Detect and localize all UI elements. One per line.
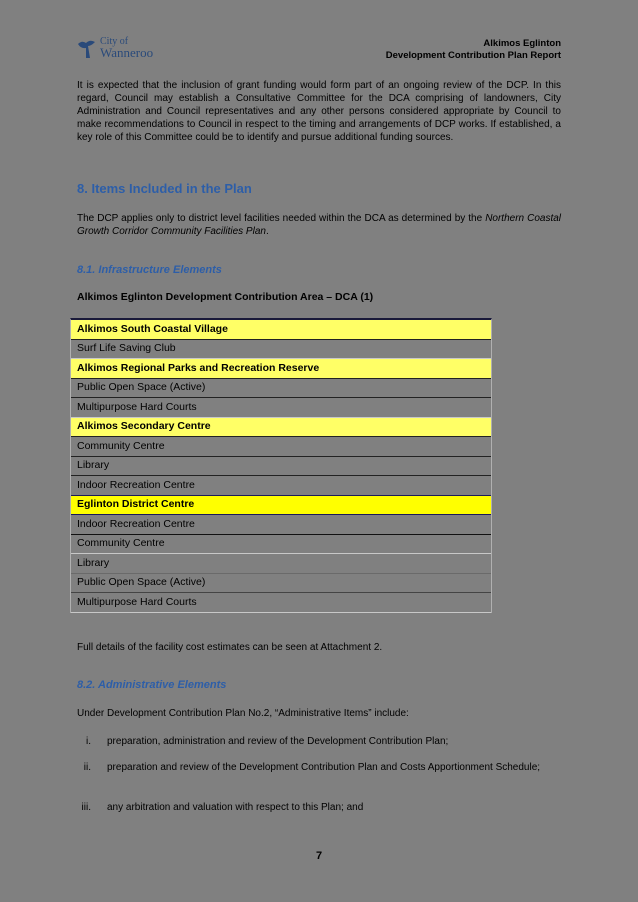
list-number: i. [86, 736, 91, 747]
row-label: Alkimos South Coastal Village [77, 322, 228, 335]
row-label: Multipurpose Hard Courts [77, 400, 197, 413]
table-row [71, 574, 491, 594]
table-row [71, 515, 491, 535]
table-row [71, 437, 491, 457]
list-item [77, 801, 561, 815]
table-row [71, 554, 491, 574]
table-row [71, 476, 491, 496]
logo-line2: Wanneroo [100, 45, 154, 60]
table-row-group [71, 359, 491, 379]
intro-paragraph: It is expected that the inclusion of grant funding would form part of an ongoing review of the DCP. In this regard, Council may establish a Consultative Committee for the DCA comprising of landowners, City Administration and Council representatives and any other persons considered appropriate by Council to make recommendations to Council in respect to the timing and arrangements of DCP works. If established, a key role of this Committee could be to identify and pursue additional funding sources. [77, 80, 561, 143]
list-number: iii. [81, 802, 91, 813]
table-row [71, 340, 491, 360]
row-label: Indoor Recreation Centre [77, 478, 195, 491]
header-title-line1: Alkimos Eglinton [483, 38, 561, 49]
header-title-line2: Development Contribution Plan Report [385, 50, 561, 61]
report-header [386, 38, 561, 62]
list-text: preparation, administration and review of the Development Contribution Plan; [107, 736, 449, 747]
list-text: preparation and review of the Development Contribution Plan and Costs Apportionment Schedule; [107, 762, 541, 773]
table-row-group [71, 496, 491, 516]
table-row [71, 535, 491, 555]
table-row-group [71, 418, 491, 438]
table-row [71, 379, 491, 399]
section-8-italic-title: Northern Coastal Growth Corridor Community Facilities Plan [77, 213, 562, 237]
table-row [71, 593, 491, 613]
row-label: Public Open Space (Active) [77, 576, 206, 588]
section-8-paragraph [77, 212, 561, 238]
section-8-heading: 8. Items Included in the Plan [77, 181, 252, 196]
row-label: Eglinton District Centre [77, 498, 195, 510]
logo-line1: City of [100, 36, 129, 47]
section-8-suffix: . [265, 226, 269, 237]
row-label: Alkimos Secondary Centre [77, 420, 211, 432]
row-label: Community Centre [77, 537, 165, 549]
row-label: Multipurpose Hard Courts [77, 595, 197, 608]
attachment-note: Full details of the facility cost estimates can be seen at Attachment 2. [77, 642, 383, 653]
list-item [77, 761, 561, 789]
list-item [77, 735, 561, 749]
table-row [71, 457, 491, 477]
list-text: any arbitration and valuation with respect to this Plan; and [107, 802, 364, 813]
row-label: Surf Life Saving Club [77, 342, 176, 354]
row-label: Community Centre [77, 439, 165, 452]
section-8-2-intro: Under Development Contribution Plan No.2, “Administrative Items” include: [77, 708, 409, 719]
section-8-text: The DCP applies only to district level facilities needed within the DCA as determined by the [77, 213, 486, 224]
row-label: Library [77, 556, 110, 569]
section-8-1-heading: 8.1. Infrastructure Elements [77, 264, 222, 276]
row-label: Indoor Recreation Centre [77, 517, 195, 530]
logo-emblem-icon [76, 38, 98, 60]
infrastructure-table [70, 318, 492, 613]
city-of-wanneroo-logo [76, 36, 176, 64]
table-row [71, 398, 491, 418]
row-label: Alkimos Regional Parks and Recreation Reserve [77, 361, 320, 374]
row-label: Public Open Space (Active) [77, 381, 206, 393]
table-title: Alkimos Eglinton Development Contribution Area – DCA (1) [77, 291, 374, 303]
page-number: 7 [315, 850, 323, 862]
section-8-2-heading: 8.2. Administrative Elements [77, 679, 227, 691]
list-number: ii. [83, 762, 91, 773]
table-row-group [71, 320, 491, 340]
row-label: Library [77, 459, 110, 471]
